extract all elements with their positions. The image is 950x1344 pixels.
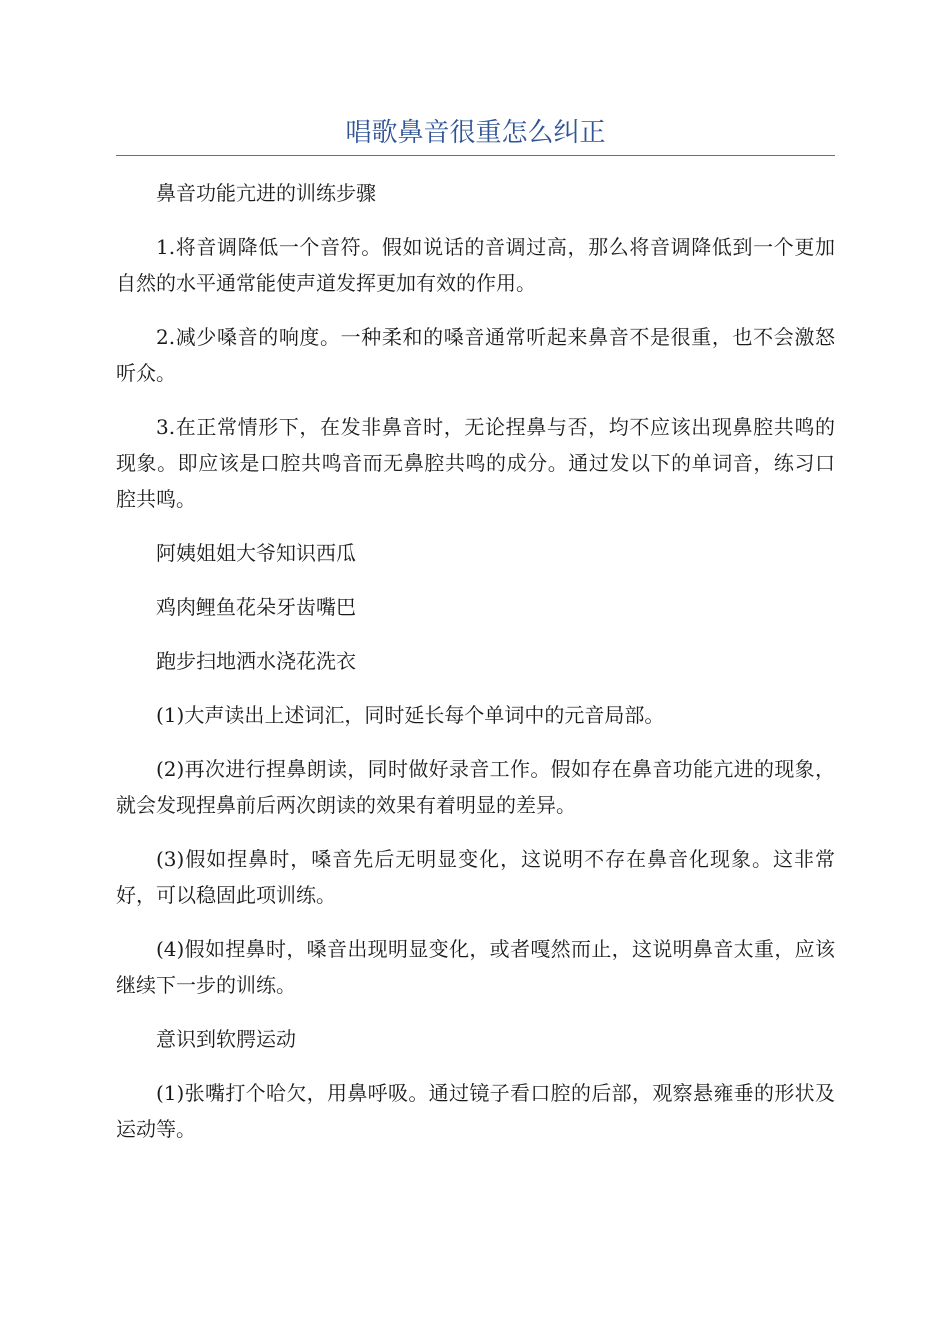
paragraph: (2)再次进行捏鼻朗读，同时做好录音工作。假如存在鼻音功能亢进的现象，就会发现捏鼻前后两次朗读的效果有着明显的差异。 — [116, 757, 835, 817]
paragraph: 跑步扫地洒水浇花洗衣 — [156, 649, 356, 673]
paragraph: 鸡肉鲤鱼花朵牙齿嘴巴 — [156, 595, 356, 619]
paragraph: (3)假如捏鼻时，嗓音先后无明显变化，这说明不存在鼻音化现象。这非常好，可以稳固此项训练。 — [116, 847, 835, 907]
paragraph: 阿姨姐姐大爷知识西瓜 — [156, 541, 356, 565]
paragraph: 1.将音调降低一个音符。假如说话的音调过高，那么将音调降低到一个更加自然的水平通常能使声道发挥更加有效的作用。 — [116, 235, 835, 295]
paragraph: 意识到软腭运动 — [156, 1027, 296, 1051]
paragraph: (4)假如捏鼻时，嗓音出现明显变化，或者嘎然而止，这说明鼻音太重，应该继续下一步的训练。 — [116, 937, 835, 997]
title-underline — [116, 155, 835, 156]
document-page — [116, 0, 835, 1344]
paragraph: 鼻音功能亢进的训练步骤 — [156, 181, 376, 205]
document-title: 唱歌鼻音很重怎么纠正 — [345, 118, 606, 148]
document-body — [116, 175, 835, 1165]
paragraph: (1)大声读出上述词汇，同时延长每个单词中的元音局部。 — [156, 703, 665, 727]
paragraph: 3.在正常情形下，在发非鼻音时，无论捏鼻与否，均不应该出现鼻腔共鸣的现象。即应该是口腔共鸣音而无鼻腔共鸣的成分。通过发以下的单词音，练习口腔共鸣。 — [116, 415, 835, 511]
paragraph: (1)张嘴打个哈欠，用鼻呼吸。通过镜子看口腔的后部，观察悬雍垂的形状及运动等。 — [116, 1081, 835, 1141]
paragraph: 2.减少嗓音的响度。一种柔和的嗓音通常听起来鼻音不是很重，也不会激怒听众。 — [116, 325, 835, 385]
